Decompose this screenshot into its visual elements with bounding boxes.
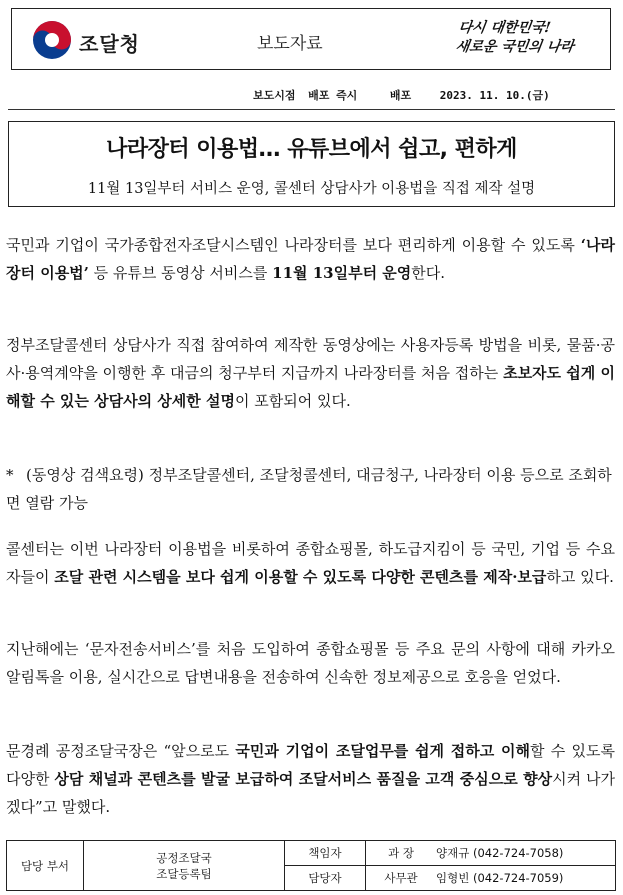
- person-1: 양재규 (042-724-7058): [436, 841, 616, 866]
- header-box: [11, 8, 611, 70]
- release-dist-label: 배포: [389, 89, 412, 102]
- text-run-0: 정부조달콜센터 상담사가 직접 참여하여 제작한 동영상에는 사용자등록 방법을 비롯, 물품·공사·용역계약을 이행한 후 대금의 청구부터 지급까지 나라장터를 처음 접하는: [6, 336, 615, 382]
- release-label: 보도시점: [253, 89, 296, 102]
- emphasis-run-1: ‘나라장터 이용법’: [6, 236, 615, 282]
- dept-line-2: 조달등록팀: [156, 866, 212, 881]
- agency-name: 조달청: [79, 32, 140, 56]
- paragraph-3: [6, 535, 615, 591]
- paragraph-5: [6, 737, 615, 821]
- paragraph-1: [6, 231, 615, 287]
- release-timing: 배포 즉시: [308, 89, 358, 102]
- title-box: [8, 121, 615, 207]
- title-2: 사무관: [366, 866, 437, 891]
- slogan: [454, 19, 599, 57]
- text-run-0: 지난해에는 ‘문자전송서비스’를 처음 도입하여 종합쇼핑몰 등 주요 문의 사항에 대해 카카오 알림톡을 이용, 실시간으로 답변내용을 전송하여 신속한 정보제공으로 호응을 얻었다.: [6, 640, 615, 686]
- person-2: 임형빈 (042-724-7059): [436, 866, 616, 891]
- text-run-0: 문경례 공정조달국장은 “앞으로도: [6, 742, 236, 760]
- emphasis-run-1: 조달 관련 시스템을 보다 쉽게 이용할 수 있도록 다양한 콘텐츠를 제작·보급: [54, 568, 547, 586]
- dept-label: 담당 부서: [7, 841, 84, 891]
- contact-table: [6, 840, 616, 891]
- slogan-line-2: 새로운 국민의 나라: [454, 39, 575, 55]
- emphasis-run-1: 국민과 기업이 조달업무를 쉽게 접하고 이해: [235, 742, 530, 760]
- release-info: [253, 87, 556, 103]
- doc-type: 보도자료: [257, 34, 323, 54]
- emphasis-run-3: 상담 채널과 콘텐츠를 발굴 보급하여 조달서비스 품질을 고객 중심으로 향상: [54, 770, 553, 788]
- search-tip-note: [6, 461, 615, 517]
- text-run-2: 등 유튜브 동영상 서비스를: [88, 264, 273, 282]
- title-1: 과 장: [366, 841, 437, 866]
- paragraph-4: [6, 635, 615, 691]
- paragraph-2: [6, 331, 615, 415]
- text-run-2: 할 수 있도록 다양한: [6, 742, 615, 788]
- text-run-4: 시켜 나가겠다”고 말했다.: [6, 770, 615, 816]
- note-star: *: [6, 466, 14, 484]
- text-run-4: 한다.: [411, 264, 446, 282]
- text-run-2: 하고 있다.: [546, 568, 614, 586]
- emphasis-run-3: 11월 13일부터 운영: [272, 264, 412, 282]
- dept-name: [84, 841, 285, 891]
- note-text: (동영상 검색요령) 정부조달콜센터, 조달청콜센터, 대금청구, 나라장터 이용 등으로 조회하면 열람 가능: [6, 466, 612, 512]
- role-1: 책임자: [285, 841, 366, 866]
- text-run-0: 국민과 기업이 국가종합전자조달시스템인 나라장터를 보다 편리하게 이용할 수 있도록: [6, 236, 581, 254]
- emphasis-run-1: 초보자도 쉽게 이해할 수 있는 상담사의 상세한 설명: [6, 364, 615, 410]
- role-2: 담당자: [285, 866, 366, 891]
- text-run-0: 콜센터는 이번 나라장터 이용법을 비롯하여 종합쇼핑몰, 하도급지킴이 등 국민, 기업 등 수요자들이: [6, 540, 615, 586]
- taegeuk-logo-icon: [32, 20, 72, 60]
- release-date: 2023. 11. 10.(금): [439, 89, 550, 102]
- text-run-2: 이 포함되어 있다.: [234, 392, 351, 410]
- divider-top: [8, 109, 615, 110]
- main-title: 나라장터 이용법… 유튜브에서 쉽고, 편하게: [106, 137, 517, 162]
- slogan-line-1: 다시 대한민국!: [457, 20, 552, 36]
- sub-title: 11월 13일부터 서비스 운영, 콜센터 상담사가 이용법을 직접 제작 설명: [87, 181, 536, 197]
- dept-line-1: 공정조달국: [156, 850, 212, 865]
